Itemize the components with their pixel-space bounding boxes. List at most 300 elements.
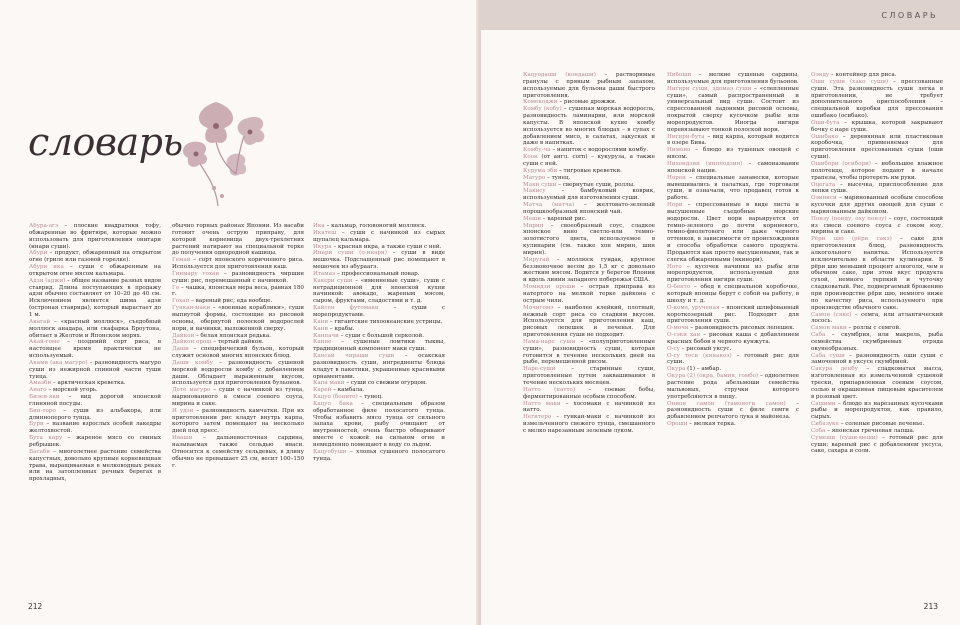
glossary-term: Анаго [29,387,47,394]
glossary-definition: – разновидность камчатки. При их приготовлении рис кладут внутрь карпа, которого затем помещают на несколько дней под пресс. [172,407,304,435]
glossary-entry [667,305,799,326]
glossary-term: Бута кару [29,435,63,442]
glossary-entry [29,250,161,264]
glossary-term: Абура-агэ [29,223,59,229]
glossary-entry [811,120,943,134]
glossary-entry [811,312,943,326]
glossary-definition: – вареный рис; еда вообще. [189,298,273,305]
glossary-definition: – бамбуковый коврик, используемый для изготовления суши. [523,188,655,202]
glossary-term: Капа маки [313,380,345,387]
glossary-definition: – скумбрия, или макрель, рыба семейства скумбриевых отряда окунеобразных. [811,332,943,352]
glossary-definition: – гигантские тихоокеанские устрицы. [328,318,443,325]
glossary-definition: – однолетнее растение рода абельмоши семейства мальвовых, стручки которого употребляются в пищу. [667,373,799,400]
glossary-definition: – «слепленные суши», самый распространенный и универсальный вид суши. Состоит из спрессованной ладонями рисовой основы, покрытой сверху кусочком рыбы или морепродуктов. Иногда нигири перевязывают тонкой полоской нори. [667,85,799,133]
glossary-term: Оши суши (хако суши) [811,78,889,85]
glossary-definition: – наиболее клейкий, плотный, нежный сорт риса со сладким вкусом. Используется для приготовления каш, рисовых лепешек и печенья. Для приготовления суши не подходит. [523,304,655,339]
glossary-definition: – позднийй сорт риса, в настоящее время практически не используемый. [29,339,161,360]
glossary-entry [523,366,655,387]
glossary-term: Канпе [313,339,332,346]
glossary-definition: – тунец. [357,394,383,401]
glossary-definition: – вид дорогой японской глиняной посуды. [29,394,161,407]
glossary-definition: – общее название разных видов ставрид. Длина поступающих в продажу адзи обычно составляет от 10–20 до 40 см. Исключением является шима адзи (остроная ставрида), который вырастает до 1 м. [29,277,161,318]
glossary-definition: – «именненые суши», суши с нетрадиционной для японской кухни начинкой: авокадо, жареным мясом, сыром, фруктами, сладостями и т. д. [313,277,445,305]
glossary-term: Сакура денбу [811,366,858,373]
glossary-term: Гохан [172,298,190,305]
glossary-definition: – арктическая креветка. [51,380,126,387]
glossary-entry [29,435,161,449]
glossary-entry [313,449,445,463]
glossary-entry [523,175,655,182]
glossary-definition: – суши со свежим огурцом. [344,380,428,387]
glossary-definition: – дальневосточная сардина, называемая также сельдью иваси. Относится к семейству сельдевых, в длину обычно не превышает 25 см, весит 100–150 г. [172,435,304,469]
glossary-column-3 [313,223,445,588]
glossary-definition: – название взрослых особей лакедры желтохвостой. [29,421,161,435]
glossary-definition: – кусочек начинки из рыбы или морепродуктов, используемый для приготовления нигири суши. [667,263,799,284]
glossary-entry [523,339,655,366]
glossary-term: Гункан-маки [172,305,211,312]
glossary-entry [313,339,445,353]
glossary-definition: – рисовый уксус. [679,345,732,352]
glossary-term: О-су [667,345,680,352]
glossary-definition: – осакская разновидность суши, ингредиенты блюда кладут в пакетики, украшенные красивыми орнаментами. [313,353,445,380]
glossary-definition: – гункан-маки с начинкой из измельченного свежего тунца, смешанного с мелко нарезанным зеленым луком. [523,414,655,434]
glossary-term: Нама-наре суши [523,338,576,345]
glossary-term: Ното [667,263,682,270]
glossary-term: Гинмару гохан [172,270,220,277]
glossary-entry [667,401,799,422]
page-number-right: 213 [923,602,938,611]
glossary-term: Соба [811,427,826,434]
glossary-entry [667,161,799,175]
glossary-definition: – деревянная или пластиковая коробочка, применяемая для приготовления прессованных суши (оши суши). [811,133,943,161]
glossary-term: Нибоши [667,72,692,78]
glossary-column-6 [811,72,943,592]
glossary-definition: – разновидность суши с филе семги с добавлением репчатого лука и майонеза. [667,400,799,421]
glossary-definition: – специфический бульон, который служит основой многих японских блюд. [172,346,304,360]
glossary-definition: – крабы. [328,325,355,332]
glossary-entry [811,216,943,237]
glossary-term: Кани [313,325,329,332]
glossary-entry [667,147,799,161]
glossary-definition: – суши из альбакора, или длинноперого тунца. [29,407,161,421]
glossary-term: Меши [523,215,541,222]
glossary-definition: – своеобразный соус, сладкое японское вино светло-или темно-золотистого цвета, используемое в кулинарии (см. также хон мирин, шин мирин). [523,222,655,256]
glossary-term: Го [172,284,180,291]
glossary-definition: – профессиональный повар. [335,270,420,277]
glossary-term: Понзу (понду, оху понзу) [811,215,887,222]
glossary-entry [523,168,655,175]
glossary-entry [29,421,161,435]
glossary-term: Кайсен футомаки [313,305,379,312]
glossary-term: Оши-бута [811,119,840,126]
glossary-entry [313,305,445,319]
glossary-entry [811,134,943,161]
glossary-term: Матча (матча) [523,202,575,209]
glossary-definition: – продукт, обжаренный на открытом огне (гриле или газовой горелке). [29,250,161,264]
glossary-term: Комбу-ча [523,147,551,154]
glossary-entry [523,202,655,216]
glossary-definition: – «красный моллюск», съедобный моллюск анадара, или скафарка Броутона, обитает в Желтом и Японском морях. [29,318,161,339]
glossary-term: Бизен-яки [29,394,60,401]
glossary-entry [523,72,655,99]
glossary-entry [811,353,943,367]
glossary-term: Сибазуке [811,421,839,428]
glossary-term: Карей [313,387,332,394]
glossary-entry [523,216,655,223]
glossary-definition: – суши с обжаренным на открытом огне мясом кальмара. [29,264,161,277]
glossary-entry [523,284,655,305]
title-block [28,110,448,190]
glossary-term: Мочигомэ [523,304,554,311]
glossary-definition: – тунец. [545,174,571,181]
glossary-term: Икура [313,243,332,250]
glossary-definition: – жареное мясо со свиных ребрышек. [29,435,161,448]
glossary-term: Мирин [523,222,544,229]
glossary-entry [29,394,161,408]
glossary-term: Норен [667,174,686,181]
glossary-entry [667,353,799,367]
glossary-term: Нори [667,202,683,209]
glossary-column-1 [29,223,161,588]
glossary-term: Маки суши [523,181,557,188]
glossary-term: Онион самон (тамонеги самон) [667,400,786,407]
section-title: СЛОВАРЬ [881,11,938,20]
glossary-definition: – растворимые гранулы с пряным рыбным запахом, используемые для бульона даши быстрого приготовления. [523,72,655,99]
glossary-definition: – готовый рис для суши; вареный рис с добавлением уксуса, саке, сахара и соли. [811,434,943,455]
glossary-definition: – семга, или атлантический лосось. [811,311,943,325]
glossary-definition: – спрессованные в виде листа и высушенные съедобные морские водоросли. Цвет нори варьируется от темно-зеленого до почти корнневого, темно-фиолетового или даже черного оттенков, в зависимости от происхождения и способа обработки самого продукта. Продаются как просто высушенными, так и слегка обжаренными (якинори). [667,202,799,263]
glossary-term: Негитеро [523,414,552,421]
glossary-entry [172,223,304,257]
glossary-definition: – тигровые креветки. [557,167,622,174]
glossary-definition: – чашка, японская мера веса, равная 180 г. [172,284,304,298]
glossary-definition: – соленые рисовые печенье. [838,421,925,428]
glossary-term: Икатеш [313,229,337,236]
glossary-term: Натто (натто) [523,386,576,393]
glossary-term: Иваши [172,435,193,442]
glossary-entry [667,332,799,346]
glossary-definition: – разновидность оши суши с замоченной в уксусе скумбрией. [811,352,943,366]
glossary-term: Нигири суши, эдомаэ суши [667,85,752,92]
glossary-entry [667,346,799,353]
glossary-term: Оэиду [811,72,830,78]
glossary-term: Акай-гоме [29,339,60,346]
glossary-entry [811,435,943,456]
glossary-definition: – саке для приготовления блюд, разновидность алкогольного напитка. Используется исключительно в области кулинарии. В рёри шю меньший процент алкоголя, чем в обычном саке, при этом вкус продукта сухой, немного терпкий и чуточку сладковатый. Рис, подвергаемый брожению при производстве рёри шю, немного ниже по качеству риса, используемого при производстве обычного саке. [811,236,943,311]
glossary-definition: – суши с начинкой из тунца, маринованного в смеси соевого соуса, мирина и саке. [172,387,304,407]
glossary-term: Кани [313,318,329,325]
glossary-entry [811,236,943,311]
glossary-entry [811,79,943,120]
glossary-term: О-мочи [667,325,689,332]
glossary-entry [313,223,445,230]
glossary-term: Ошибако [811,133,839,140]
glossary-term: Доте магуро [172,387,211,394]
glossary-definition: – разновидность магуро суши из нежирной спинной части туши тунца. [29,359,161,380]
glossary-definition: – кальмар, головоногий моллюск. [324,223,427,229]
glossary-definition: – хлопья сушеного полосатого тунца. [313,448,445,462]
glossary-definition: – тертый дайкон. [211,339,264,346]
glossary-entry [313,319,445,326]
glossary-term: Нигири-бута [667,133,705,140]
glossary-entry [172,305,304,332]
glossary-entry [313,333,445,340]
glossary-entry [523,401,655,415]
glossary-definition: – рисовая каша с добавлением красных бобов и черного кунжута. [667,332,799,345]
glossary-entry [172,346,304,360]
glossary-term: Даши [172,346,189,353]
glossary-entry [29,360,161,381]
glossary-entry [523,223,655,257]
glossary-definition: – многолетнее растение семейства капустных, довольно крупные корневищная трава, выращиваемая в мелководных реках или на затопленных речных берегах в прохладных, [29,448,161,483]
glossary-definition: – сорт японского коричневого риса. Используется для приготовления каш. [172,257,304,271]
glossary-term: Итамаэ [313,270,336,277]
glossary-term: Нимоно [667,147,691,154]
glossary-term: Ороши [667,421,688,428]
glossary-entry [29,319,161,340]
glossary-definition: – разновидность сушеной морской водоросли комбу с добавлением даши. Обладает выраженным вкусом, используется для приготовления бульонов. [172,359,304,387]
left-page [0,0,479,625]
glossary-entry [172,387,304,408]
glossary-entry [523,106,655,147]
glossary-term: Ика [313,223,325,229]
glossary-entry [667,264,799,285]
glossary-entry [523,414,655,435]
glossary-entry [172,285,304,299]
glossary-entry [172,271,304,285]
glossary-term: Амаэби [29,380,52,387]
glossary-definition: – маринованный особым способом кусочки для других овощей для суши с маринованным дайконом. [811,195,943,215]
glossary-term: Канпачи [313,332,339,339]
glossary-definition: – сушеная морская водоросль, разновидность ламинарии, или морской капусты. В японской кухне комбу используется во многих блюдах – в супах с добавлением мисо, в салатах, закусках и даже в напитках. [523,106,655,147]
glossary-column-4 [523,72,655,592]
glossary-entry [667,421,799,428]
glossary-definition: – японская гречневая лапша. [825,427,915,434]
glossary-definition: – красная икра, а также суши с ней. [331,243,442,250]
glossary-entry [313,394,445,401]
glossary-entry [172,360,304,387]
glossary-definition: – обед в специальной коробочке, который японцы берут с собой на работу, в школу и т. д. [667,284,799,304]
glossary-term: Окура [667,366,686,373]
glossary-definition: – самоназвание японской нации. [667,160,799,174]
glossary-term: Кацуодаши (кондаши) [523,72,596,78]
glossary-definition: – суши с начинкой из сырых щупалец кальмара. [313,229,445,243]
glossary-term: И удзи [172,407,194,414]
glossary-term: Комекоджи [523,99,558,106]
glossary-entry [811,72,943,79]
glossary-definition: – небольшое влажное полотенце, которое подают в начале трапезы, чтобы протереть им руки. [811,160,943,181]
glossary-term: Адзи (аджи) [29,277,66,284]
glossary-definition: – мелкая терка. [687,421,736,428]
glossary-definition: – плоские квадратики тофу, обжаренные во фритюре, которые можно использовать для приготовления онигари (инари суши). [29,223,161,250]
glossary-entry [667,86,799,134]
glossary-definition: – напиток с водорослями комбу. [550,147,649,154]
glossary-entry [29,387,161,394]
glossary-definition: – специальные занавески, которые вывешивались в палатках, где торговали суши, и означали, что продавец готов к работе. [667,174,799,202]
glossary-entry [172,333,304,340]
glossary-definition: – разновидность чиршин суши: рис, перемешанный с начинкой. [172,270,304,284]
glossary-definition: – блюдо из тушеных овощей с мясом. [667,147,799,161]
glossary-term: Абури [29,250,48,257]
glossary-term: Ошибори (осибори) [811,160,871,167]
glossary-entry [172,408,304,435]
glossary-definition: – японский шлифованный короткозерный рис. Подходит для приготовления суши. [667,304,799,325]
glossary-term: Кацуобуши [313,448,347,455]
glossary-definition: – рисовые дрожжи. [557,99,617,106]
glossary-definition: – морской угорь. [46,387,98,394]
glossary-entry [523,188,655,202]
glossary-definition: – желтовато-зеленый порошкообразный японский чай. [523,202,655,215]
glossary-entry [313,250,445,271]
glossary-definition: – высечка, приспособление для лепки суши. [811,181,943,195]
page-number-left: 212 [28,602,43,611]
glossary-term: Абури ика [29,264,64,271]
glossary-definition: – роллы с семгой. [846,325,901,332]
glossary-definition: – вид карпа, который водится в озере Бива. [667,133,799,147]
glossary-term: Рёри шю (рёри сакэ) [811,236,892,243]
glossary-term: Натто маки [523,400,561,407]
glossary-entry [811,421,943,428]
glossary-definition: – белая японская редька. [194,332,272,339]
glossary-entry [313,271,445,278]
glossary-definition: – «полуприготовленные суши», разновидность суши, которая готовится в течение нескольких дней на рыбе, перемешенной рисом. [523,338,655,366]
glossary-definition: – суши с морепродуктами. [313,305,445,318]
glossary-term: Кавери суши [313,277,353,284]
glossary-term: Гемай [172,257,191,264]
glossary-definition: – острая приправа из натертого на мелкой терке дайкона с острым чили. [523,284,655,304]
glossary-term: Кансай чираши суши [313,353,395,360]
glossary-entry [29,339,161,360]
glossary-term: Кацуо (бонито) [313,394,358,401]
glossary-definition: – готовый рис для суши. [667,352,799,366]
glossary-term: Комбу (кобу) [523,106,562,113]
glossary-definition: обычно горных районах Японии. Из васаби готовят очень острую приправу, для которой корневища двух-трехлетних растений натирают на специальной терке до получения однородной кашицы. [172,223,304,257]
glossary-entry [667,72,799,86]
glossary-entry [667,202,799,264]
glossary-entry [523,257,655,284]
glossary-term: Сашими [811,400,836,407]
glossary-entry [523,154,655,168]
glossary-term: Акагай [29,318,51,325]
glossary-entry [313,353,445,380]
glossary-entry [811,195,943,216]
glossary-entry [523,305,655,339]
page-title: словарь [28,120,183,164]
glossary-term: Дайкон [172,332,195,339]
glossary-entry [313,278,445,305]
glossary-definition: – разновидность рисовых лепешек. [688,325,795,332]
glossary-term: О-су тоси (кинакоэ) [667,352,732,359]
glossary-entry [811,401,943,422]
glossary-definition: – специальным образом обработанное филе полосатого тунца. Чтобы избавить мясо тунца от сильного запаха крови, рыбу очищают от внутренностей, очень быстро обваривают вместе с кожей на сильном огне и немедленно помещают в воду со льдом. [313,400,445,448]
glossary-term: Аками (ака магуро) [29,359,88,366]
glossary-term: Нихондзин (нипподзин) [667,160,743,167]
glossary-entry [811,428,943,435]
glossary-entry [29,449,161,483]
glossary-entry [811,182,943,196]
glossary-term: Васаби [29,448,51,455]
glossary-definition: – крышка, которой закрывают бочку с наре суши. [811,119,943,133]
glossary-definition: – старинные суши, приготовленные путем заквашивания в течение нескольких месяцев. [523,366,655,386]
right-page [481,0,960,625]
glossary-term: Саба [811,332,826,339]
glossary-definition: – свернутые суши, роллы. [556,181,635,188]
glossary-term: О-сэки хан [667,332,701,339]
glossary-term: Саба суши [811,352,845,359]
glossary-entry [667,175,799,202]
glossary-entry [29,408,161,422]
glossary-entry [667,284,799,305]
glossary-term: Курума эби [523,167,558,174]
glossary-entry [667,134,799,148]
glossary-definition: – соус, состоящий из смеси соевого соуса с соком юзу, мирина и саке. [811,215,943,236]
glossary-term: Самон (сяке) [811,311,852,318]
glossary-entry [172,257,304,271]
glossary-term: Оэиниси [811,195,837,202]
glossary-definition: – блюдо из нарезанных кусочками рыбы и морепродуктов, как правило, сырых. [811,400,943,421]
glossary-definition: – камбала. [331,387,365,394]
glossary-term: Самон маки [811,325,847,332]
glossary-entry [172,435,304,469]
glossary-term: О-бенто [667,284,691,291]
glossary-term: О-коме, урученая [667,304,720,311]
glossary-definition: – моллюск гуидак, крупное беззвоночное весом до 1,5 кг с довольно жестким мясом. Водится у берегов Японии и вдоль линии западного побережья США. [523,256,655,284]
glossary-term: Коон [523,154,538,161]
glossary-term: Наре-суши [523,366,556,373]
glossary-entry [667,373,799,400]
glossary-definition: – хосомаки с начинкой из натто. [523,400,655,414]
section-header-band [481,0,960,30]
glossary-definition: (1) – амбар. [685,366,722,373]
glossary-term: Оцегата [811,181,836,188]
glossary-definition: – вареный рис. [540,215,587,222]
glossary-term: Миругай [523,256,550,263]
glossary-term: Магуро [523,174,546,181]
glossary-entry [811,332,943,353]
glossary-definition: – мелкие сушеные сардины, используемые для приготовления бульонов. [667,72,799,85]
glossary-definition: – суши в виде мешочка. Подслащенный рис помещают в мешочек из абураагэ. [313,250,445,271]
glossary-column-5 [667,72,799,592]
glossary-entry [811,161,943,182]
glossary-term: Момидзи ороши [523,284,576,291]
glossary-definition: – контейнер для риса. [829,72,897,78]
glossary-entry [523,387,655,401]
glossary-definition: – «военные кораблики», суши выпнутой формы, состоящие из рисовой основы, обернутой полоской водорослей нори, и начинки, выложенной сверху. [172,305,304,332]
glossary-entry [811,366,943,400]
glossary-term: Окура (2) (окра, бамия, гомбо) [667,373,759,380]
glossary-column-2 [172,223,304,588]
glossary-entry [29,264,161,278]
glossary-term: Сумеши (суши-меши) [811,434,878,441]
glossary-term: Инари суши (о-инари) [313,250,387,257]
glossary-entry [29,380,161,387]
glossary-definition: – сладкоматая масса, изготовленная из измельченной сушеной трески, припарвленная соевым соусом, солью и окрашенная пищевым красителем в розовый цвет. [811,366,943,400]
glossary-term: Бин-торо [29,407,56,414]
glossary-term: Даши комбу [172,359,213,366]
glossary-entry [313,401,445,449]
glossary-term: Макису [523,188,546,195]
glossary-entry [313,230,445,244]
glossary-term: Бури [29,421,44,428]
glossary-term: Кацуо бака [313,400,353,407]
glossary-definition: – сушеные ломтики тыквы, традиционный компонент маки суши. [313,339,445,353]
glossary-entry [313,326,445,333]
glossary-definition: – соевые бобы, ферментированные особым способом. [523,386,655,400]
glossary-definition: (от англ. corn) – кукуруза, а также суши с ней. [523,154,655,167]
glossary-definition: – суши с большой серколой. [338,332,425,339]
glossary-entry [29,278,161,319]
glossary-term: Дайкон орош [172,339,212,346]
